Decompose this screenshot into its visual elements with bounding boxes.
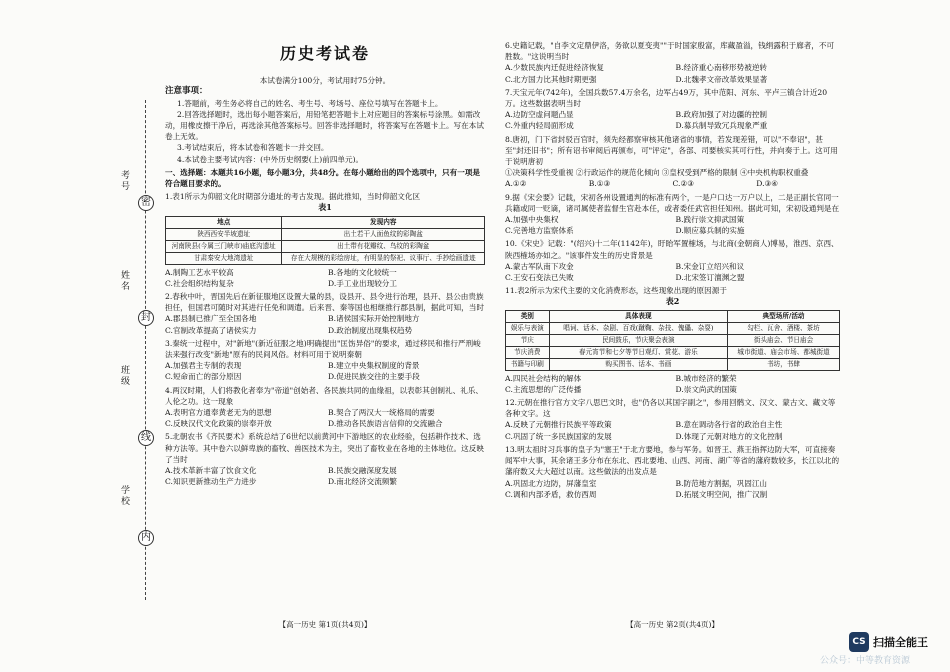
page-title: 历史考试卷	[279, 44, 370, 63]
table-header: 地点	[166, 216, 282, 228]
table-cell: 陕西西安半坡遗址	[166, 228, 282, 240]
scanner-logo	[849, 632, 928, 652]
seal-mark: 密	[138, 195, 154, 211]
table-cell: 河南陕县(今属三门峡市)庙底沟遗址	[166, 240, 282, 252]
note-item: 3.考试结束后，将本试卷和答题卡一并交回。	[177, 143, 329, 153]
note-item: 2.回答选择题时，选出每小题答案后，用铅笔把答题卡上对应题目的答案标号涂黑。如需改动，用橡皮擦干净后，再选涂其他答案标号。回答非选择题时，将答案写在答题卡上。写在本试卷上无效。	[165, 109, 484, 142]
question-stem: 4.两汉时期，人们将教化者奉为"帝道"创始者、各民族共同的血缘祖，以表彰其创制礼、礼乐、人伦之功。这一现象	[165, 385, 483, 406]
question-stem: 10.《宋史》记载："(绍兴)十二年(1142年)，盱眙军置榷场，与北商(金朝商人)博易，淮西、京西、陕西榷场亦如之。"该事件发生的历史背景是	[505, 239, 839, 260]
table-header: 类别	[506, 310, 550, 322]
table-cell: 购买图书、话本、书画	[549, 358, 727, 370]
table-cell: 勾栏、瓦舍、酒楼、茶坊	[728, 322, 840, 334]
question-stem: 11.表2所示为宋代主要的文化消费形态，这些现象出现的原因源于	[505, 286, 727, 296]
table-cell: 街头庙会、节日庙会	[728, 334, 840, 346]
option: B.践行崇文抑武国策	[675, 215, 745, 225]
option: B.各地的文化较统一	[328, 267, 397, 277]
question-stem: 7.天宝元年(742年)，全国兵数57.4万余名，边军占49万，其中范阳、河东、平卢三镇合计近20万。这些数据表明当时	[505, 87, 828, 109]
table-row	[506, 346, 840, 358]
table-row	[166, 252, 485, 264]
option: D.北宋签订澶渊之盟	[675, 273, 745, 283]
table-header: 典型场所/活动	[728, 310, 840, 322]
table-1	[165, 216, 485, 265]
table-cell: 书坊，书肆	[728, 358, 840, 370]
option: C.外重内轻局面形成	[505, 121, 574, 131]
scanner-app-name: 扫描全能王	[873, 636, 928, 649]
options	[505, 62, 840, 84]
options	[505, 109, 840, 131]
option: D.崇文尚武的国策	[675, 384, 737, 394]
table-cell: 出土带有花瓣纹、鸟纹的彩陶盆	[282, 240, 485, 252]
note-item: 1.答题前，考生务必将自己的姓名、考生号、考场号、座位号填写在答题卡上。	[177, 98, 443, 108]
option: B.建立中央集权制度的背景	[328, 361, 420, 371]
option: C.②③	[672, 179, 695, 189]
options	[165, 360, 485, 382]
options	[165, 407, 485, 429]
table-row	[166, 228, 485, 240]
seal-mark: 线	[138, 430, 154, 446]
option: A.四民社会结构的解体	[505, 373, 582, 383]
table-caption: 表1	[318, 202, 332, 213]
options	[165, 313, 485, 335]
table-header: 具体表现	[549, 310, 727, 322]
option: A.少数民族内迁促进经济恢复	[505, 63, 605, 73]
option: B.宋金订立绍兴和议	[675, 261, 745, 271]
table-cell: 城市街道、庙会市场、都城街道	[728, 346, 840, 358]
option: D.手工业出现较分工	[328, 278, 397, 288]
option: C.完善地方监察体系	[505, 226, 574, 236]
option: B.诸侯国实际开始控制地方	[328, 314, 420, 324]
option: B.民族交融深度发展	[328, 466, 397, 476]
option: D.北魏孝文帝改革效果显著	[675, 74, 768, 84]
table-2	[505, 310, 840, 371]
binding-strip	[100, 100, 160, 600]
option: C.短命而亡的部分原因	[165, 372, 242, 382]
question-stem: 2.春秋中叶，晋国先后在新征服地区设置大量的县，设县开、县令进行治理，县开、县公由贵族担任，但国君可随时对其进行任免和调遣。后来晋、秦等国也相继推行郡县制，据此可知，当时	[165, 292, 484, 313]
page-footer: 【高一历史 第1页(共4页)】	[278, 619, 372, 629]
seal-line	[145, 100, 146, 600]
question-stem: 13.明太祖时习兵事的皇子为"塞王"于北方要地，参与军务。如晋王、燕王指挥边防大军，可直接奏闻军中大事，其余诸王多分布在东北、西北要地、山西、河南、湖广等省的藩府数较多，长江以北的藩府数又大大超过以南。这些做法的出发点是	[505, 444, 840, 477]
option: B.城市经济的繁荣	[675, 373, 737, 383]
option: D.拓展文明空间，推广汉制	[675, 489, 768, 499]
option: B.经济重心南移形势被逆转	[675, 63, 768, 73]
option: B.政府加强了对边疆的控制	[675, 110, 768, 120]
question-stem: 8.唐初，门下省封驳百官时，须先经都察审核其他诸省的事情，若发现差错，可以"不奉诏"，甚至"封还旧书"；所有诏书审阅后再颁布，可"评定"，各部、司要核实其可行性，并向奏于上。这可用于说明唐初	[505, 134, 838, 167]
option: D.顺应募兵制的实施	[675, 226, 745, 236]
option: A.技术革新丰富了饮食文化	[165, 466, 257, 476]
question-stem: 12.元朝在推行官方文字八思巴文时，也"仍各以其国字副之"，参用回鹘文、汉文、蒙古文、藏文等各种文字。这	[505, 398, 836, 419]
table-cell: 娱乐与表演	[506, 322, 550, 334]
option: C.官制改革提高了诸侯实力	[165, 325, 257, 335]
option: A.①②	[505, 179, 527, 189]
table-cell: 民间鼓乐，节庆聚会表演	[549, 334, 727, 346]
table-cell: 春元宵节和七夕等节日观灯、赏花、游乐	[549, 346, 727, 358]
watermark: 公众号：中等教育资源	[819, 656, 910, 666]
option: D.南北经济交流频繁	[328, 477, 397, 487]
cs-logo-icon: CS	[849, 632, 869, 652]
table-row	[506, 322, 840, 334]
option: B.意在调动各行省的政治自主性	[675, 420, 783, 430]
options	[505, 373, 840, 395]
table-header: 发现内容	[282, 216, 485, 228]
option: A.制陶工艺水平较高	[165, 267, 234, 277]
page-footer: 【高一历史 第2页(共4页)】	[626, 619, 719, 629]
table-cell: 书籍与印刷	[506, 358, 550, 370]
option: B.①③	[588, 179, 611, 189]
option: A.边防空虚问题凸显	[505, 110, 574, 120]
question-stem: 6.史籍记载，"自李文定鼎伊洛，务欲以夏变夷""于时国家殷富，库藏盈溢，钱绢露积于廊者，不可胜数。"这说明当时	[505, 41, 835, 62]
section-heading: 一、选择题：本题共16小题，每小题3分，共48分。在每小题给出的四个选项中，只有一项是符合题目要求的。	[165, 167, 480, 189]
option: A.郡县制已推广至全国各地	[165, 314, 257, 324]
seal-mark: 封	[138, 310, 154, 326]
options	[165, 465, 485, 487]
options	[505, 419, 840, 441]
question-stem: 3.秦统一过程中，对"新地"(新近征服之地)明确提出"匡饬异俗"的要求，通过移民和推行严刑峻法来强行改变"新地"原有的民间风俗。材料可用于说明秦朝	[165, 338, 481, 360]
table-row	[506, 334, 840, 346]
left-column	[165, 40, 485, 630]
options	[505, 261, 840, 283]
option: D.③④	[756, 179, 779, 189]
table-caption: 表2	[665, 296, 680, 307]
table-row	[166, 240, 485, 252]
option: C.北方国力比其他时期更强	[505, 74, 597, 84]
notes-heading: 注意事项：	[165, 86, 208, 97]
option: C.知识更新推动生产力进步	[165, 477, 257, 487]
option: B.契合了两汉大一统格局的需要	[328, 408, 435, 418]
option: C.社会组织结构复杂	[165, 278, 234, 288]
table-cell: 唱词、话本、杂剧、百戏(蹴鞠、杂技、傀儡、杂耍)	[549, 322, 727, 334]
options	[505, 214, 840, 236]
binding-label-exam-no: 考号	[119, 170, 129, 192]
option: A.巩固北方边防，屏藩皇室	[505, 478, 597, 488]
option: D.推动各民族语言信仰的交流融合	[328, 419, 443, 429]
right-column	[505, 40, 840, 630]
binding-label-name: 姓名	[119, 270, 129, 292]
table-row	[506, 358, 840, 370]
question-stem: 9.据《宋会要》记载，宋初各州设置通判的标准有两个，一是户口达一万户以上，二是正副长官同一兵籍或同一贬谪，诸司属使者监督生官赴本任，或者委任武官担任知州。据此可知，宋初设通判是在	[505, 192, 840, 213]
option: A.加强君主专制的表现	[165, 361, 242, 371]
exam-info: 本试卷满分100分，考试用时75分钟。	[259, 76, 391, 86]
option: D.体现了元朝对地方的文化控制	[675, 431, 783, 441]
option: C.反映汉代文化政策的崇奉开放	[165, 419, 272, 429]
question-stem: 5.北朝农书《齐民要术》系统总结了6世纪以前黄河中下游地区的农业经验，包括耕作技术、选种方法等。其中卷六以鲜卑族的畜牧、兽医技术为主，突出了畜牧业在各地的主体地位。这反映了当时	[165, 432, 484, 464]
table-cell: 出土若干人面鱼纹的彩陶盆	[282, 228, 485, 240]
option: C.主流思想的广泛传播	[505, 384, 582, 394]
table-cell: 节庆消费	[506, 346, 550, 358]
option: C.调和内部矛盾，救仿西周	[505, 489, 597, 499]
question-stem: 1.表1所示为仰韶文化时期部分遗址的考古发现。据此推知，当时仰韶文化区	[165, 192, 421, 202]
seal-mark: 内	[138, 530, 154, 546]
option: A.表明官方通奉黄老无为的思想	[165, 408, 272, 418]
option: C.王安石变法已失败	[505, 273, 574, 283]
binding-label-class: 班级	[119, 365, 129, 387]
option: A.反映了元朝推行民族平等政策	[505, 420, 612, 430]
option: A.加强中央集权	[505, 215, 559, 225]
options	[505, 478, 840, 500]
table-cell: 节庆	[506, 334, 550, 346]
note-item: 4.本试卷主要考试内容：(中外历史纲要(上)前四单元)。	[177, 154, 364, 164]
binding-label-school: 学校	[119, 485, 129, 507]
question-items: ①决策科学性受重视 ②行政运作的规范化倾向 ③皇权受到严格的限制 ④中央机构职权重叠	[505, 168, 809, 178]
option: C.巩固了统一多民族国家的发展	[505, 431, 612, 441]
option: D.募兵制导致冗兵现象严重	[675, 121, 768, 131]
option: D.政治制度出现集权趋势	[328, 325, 413, 335]
table-cell: 甘肃秦安大地湾遗址	[166, 252, 282, 264]
options	[165, 267, 485, 289]
table-cell: 存在大规模的彩绘房址，有明显的祭祀、议事厅、手抄绘画遗迹	[282, 252, 485, 264]
options	[505, 178, 840, 189]
option: B.防范地方割据，巩固江山	[675, 478, 768, 488]
option: D.促进民族交往的主要手段	[328, 372, 420, 382]
option: A.蒙古军队南下攻金	[505, 261, 574, 271]
